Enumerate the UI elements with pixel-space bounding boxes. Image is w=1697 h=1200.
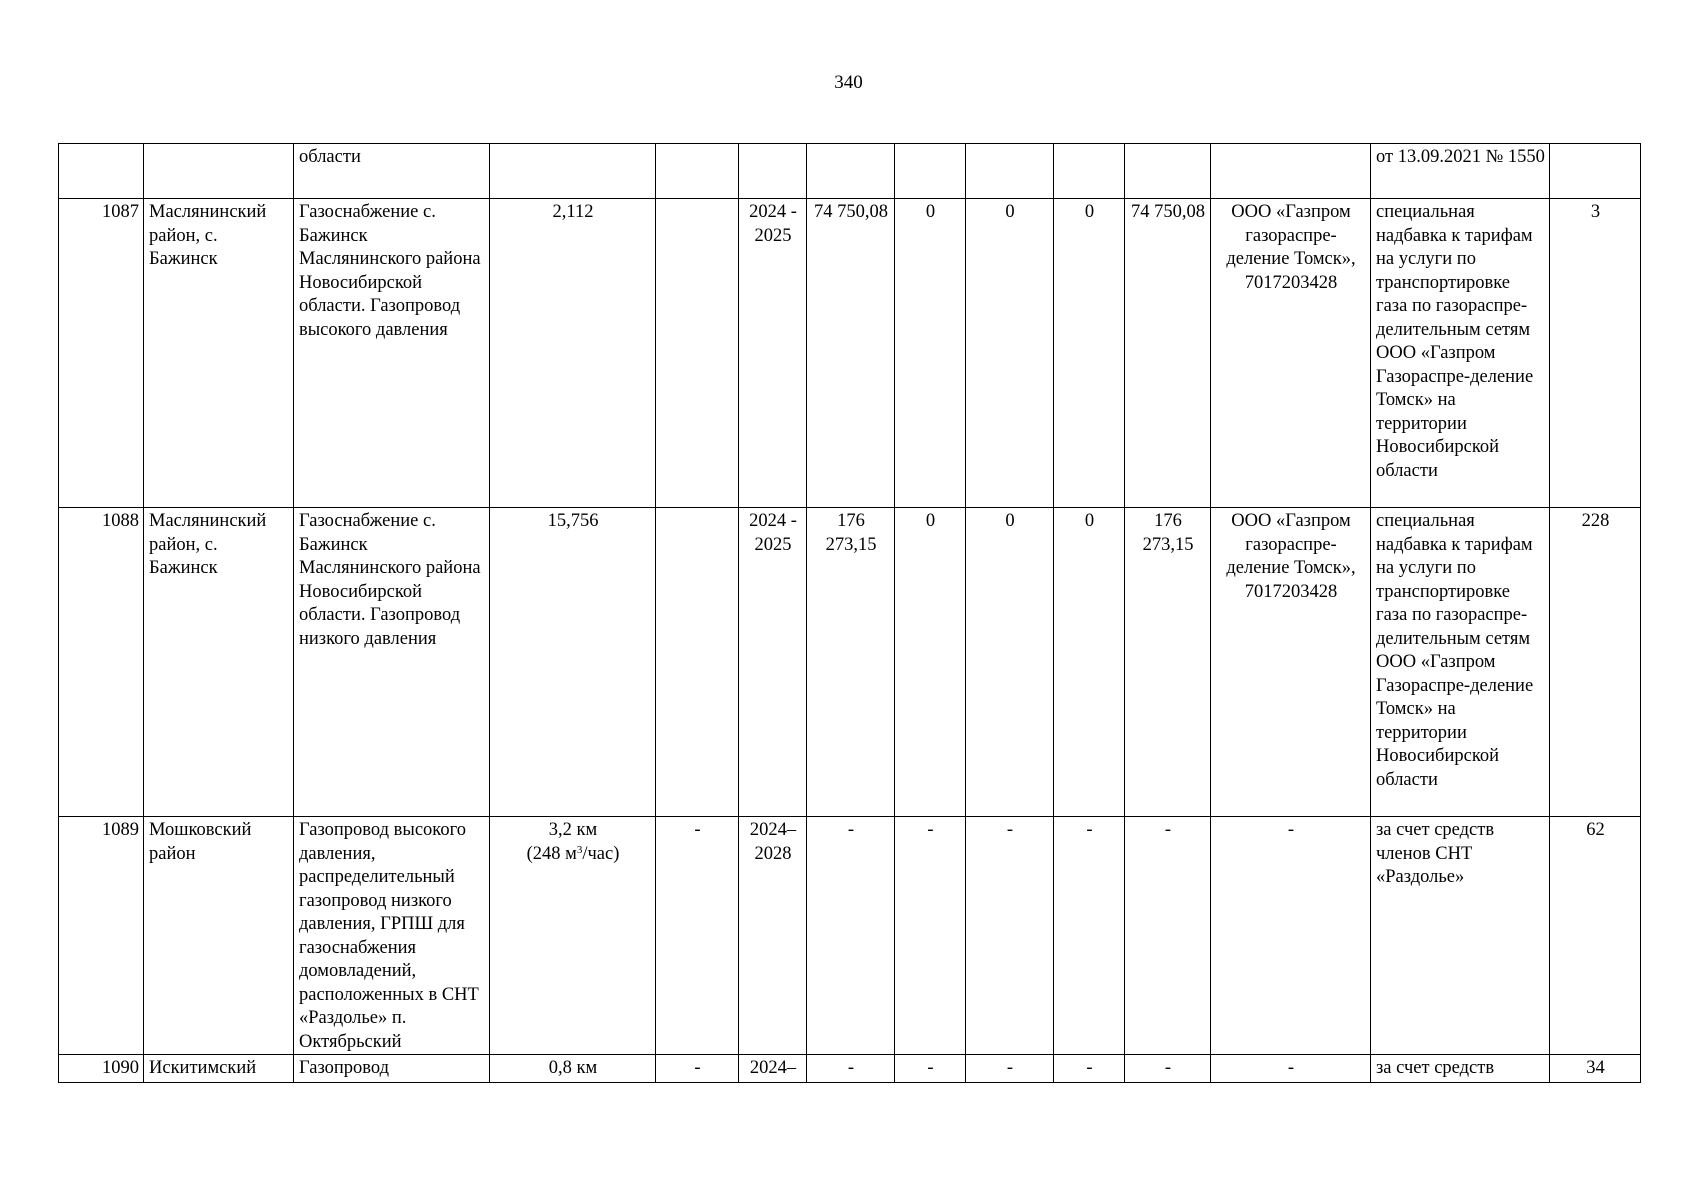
cost-col10-cell: 0	[1054, 508, 1125, 817]
funding-source-cell: от 13.09.2021 № 1550	[1371, 144, 1550, 199]
last-col-cell: 228	[1550, 508, 1641, 817]
funding-source-cell: специальная надбавка к тарифам на услуги по транспортировке газа по газораспре-делительным сетям ООО «Газпром Газораспре-деление Томск» на территории Новосибирской области	[1371, 508, 1550, 817]
col5-cell: -	[656, 817, 739, 1055]
total-cost-cell: 74 750,08	[807, 199, 895, 508]
organization-cell: ООО «Газпром газораспре-деление Томск», 7017203428	[1211, 508, 1371, 817]
location-cell: Маслянинский район, с. Бажинск	[144, 199, 294, 508]
cost-col9-cell: 0	[966, 199, 1054, 508]
col5-cell: -	[656, 1055, 739, 1083]
cost-col8-cell: -	[895, 1055, 966, 1083]
object-cell: Газопровод высокого давления, распределительный газопровод низкого давления, ГРПШ для газоснабжения домовладений, расположенных в СНТ «Раздолье» п. Октябрьский	[294, 817, 490, 1055]
organization-cell: -	[1211, 817, 1371, 1055]
cost-col11-cell: -	[1125, 1055, 1211, 1083]
capacity-cell: 2,112	[490, 199, 656, 508]
cost-col11-cell: -	[1125, 817, 1211, 1055]
table-row	[59, 817, 1641, 1055]
last-col-cell	[1550, 144, 1641, 199]
object-cell: Газоснабжение с. Бажинск Маслянинского района Новосибирской области. Газопровод высокого давления	[294, 199, 490, 508]
total-cost-cell	[807, 144, 895, 199]
funding-source-cell: за счет средств членов СНТ «Раздолье»	[1371, 817, 1550, 1055]
cost-col8-cell: 0	[895, 199, 966, 508]
location-cell: Маслянинский район, с. Бажинск	[144, 508, 294, 817]
col5-cell	[656, 199, 739, 508]
row-number: 1087	[59, 199, 144, 508]
row-number: 1088	[59, 508, 144, 817]
object-cell: области	[294, 144, 490, 199]
cost-col9-cell: -	[966, 817, 1054, 1055]
capacity-cell	[490, 817, 656, 1055]
cost-col10-cell: -	[1054, 1055, 1125, 1083]
investment-program-table	[58, 143, 1641, 1083]
last-col-cell: 62	[1550, 817, 1641, 1055]
years-cell: 2024– 2028	[739, 817, 807, 1055]
capacity-length: 3,2 км	[548, 820, 598, 840]
years-cell: 2024–	[739, 1055, 807, 1083]
total-cost-cell: -	[807, 817, 895, 1055]
years-cell: 2024 - 2025	[739, 508, 807, 817]
cost-col10-cell: -	[1054, 817, 1125, 1055]
cost-col9-cell	[966, 144, 1054, 199]
row-number: 1089	[59, 817, 144, 1055]
cost-col8-cell: 0	[895, 508, 966, 817]
capacity-flow: (248 $м^3/час$)	[526, 843, 620, 864]
years-cell	[739, 144, 807, 199]
capacity-cell: 15,756	[490, 508, 656, 817]
location-cell	[144, 144, 294, 199]
cost-col9-cell: 0	[966, 508, 1054, 817]
table-row	[59, 1055, 1641, 1083]
page-number: 340	[834, 72, 863, 93]
row-number	[59, 144, 144, 199]
table-row	[59, 199, 1641, 508]
cost-col9-cell: -	[966, 1055, 1054, 1083]
cost-col8-cell	[895, 144, 966, 199]
col5-cell	[656, 508, 739, 817]
funding-source-cell: за счет средств	[1371, 1055, 1550, 1083]
capacity-cell	[490, 144, 656, 199]
location-cell: Мошковский район	[144, 817, 294, 1055]
last-col-cell: 34	[1550, 1055, 1641, 1083]
total-cost-cell: 176 273,15	[807, 508, 895, 817]
col5-cell	[656, 144, 739, 199]
cost-col11-cell: 176 273,15	[1125, 508, 1211, 817]
table-row	[59, 144, 1641, 199]
table-row	[59, 508, 1641, 817]
funding-source-cell: специальная надбавка к тарифам на услуги по транспортировке газа по газораспре-делительным сетям ООО «Газпром Газораспре-деление Томск» на территории Новосибирской области	[1371, 199, 1550, 508]
organization-cell	[1211, 144, 1371, 199]
organization-cell: -	[1211, 1055, 1371, 1083]
cost-col11-cell: 74 750,08	[1125, 199, 1211, 508]
last-col-cell: 3	[1550, 199, 1641, 508]
cost-col10-cell: 0	[1054, 199, 1125, 508]
object-cell: Газоснабжение с. Бажинск Маслянинского района Новосибирской области. Газопровод низкого давления	[294, 508, 490, 817]
cost-col8-cell: -	[895, 817, 966, 1055]
cost-col11-cell	[1125, 144, 1211, 199]
total-cost-cell: -	[807, 1055, 895, 1083]
capacity-cell: 0,8 км	[490, 1055, 656, 1083]
years-cell: 2024 - 2025	[739, 199, 807, 508]
object-cell: Газопровод	[294, 1055, 490, 1083]
row-number: 1090	[59, 1055, 144, 1083]
location-cell: Искитимский	[144, 1055, 294, 1083]
organization-cell: ООО «Газпром газораспре-деление Томск», 7017203428	[1211, 199, 1371, 508]
cost-col10-cell	[1054, 144, 1125, 199]
